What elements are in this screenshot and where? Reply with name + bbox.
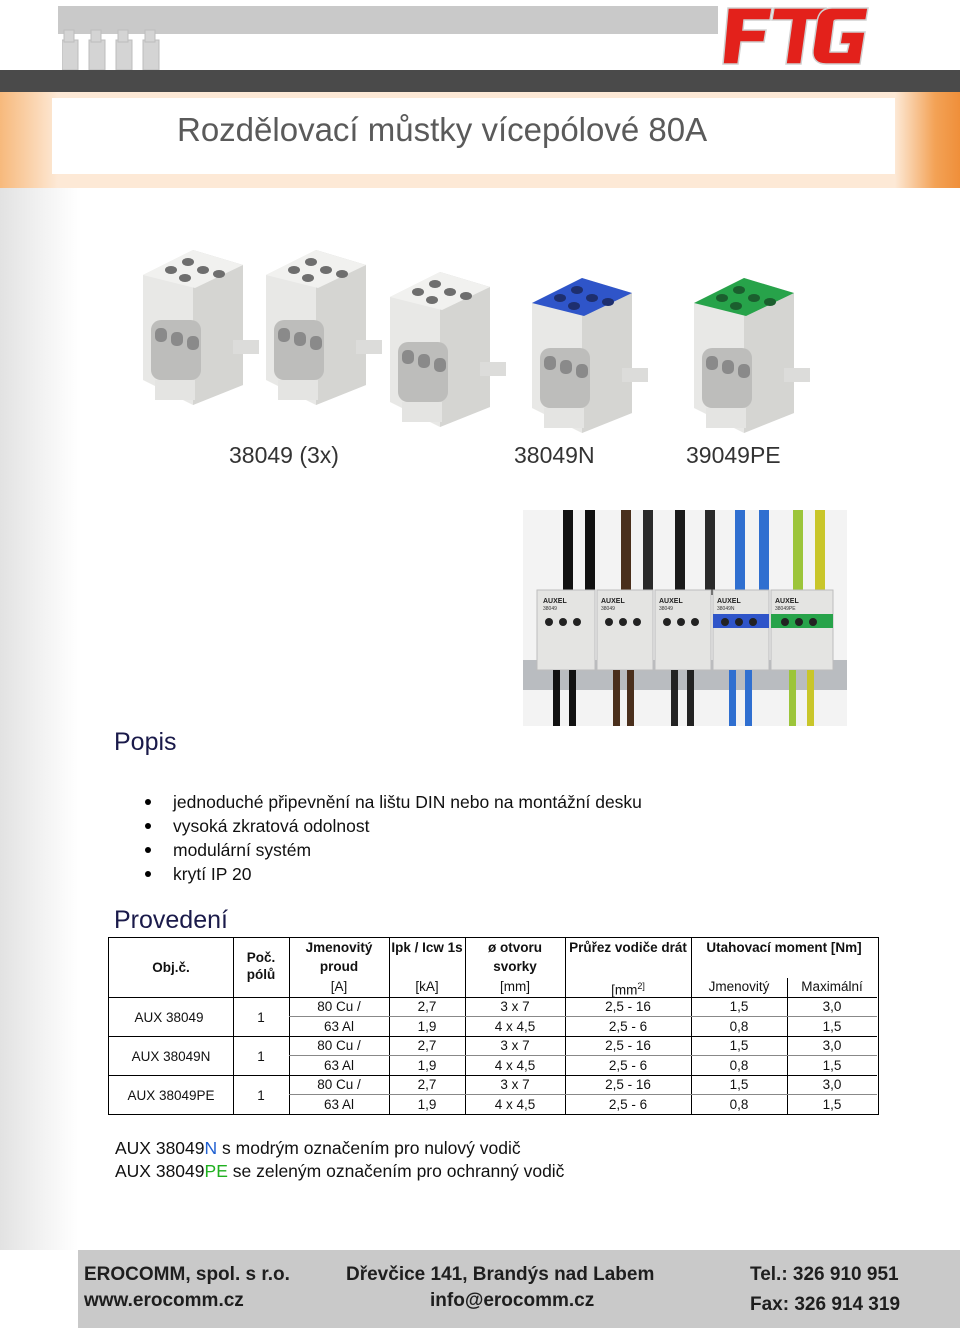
list-item: jednoduché připevnění na lištu DIN nebo na montážní desku bbox=[145, 790, 642, 814]
product-label-38049: 38049 (3x) bbox=[229, 442, 339, 468]
header-stripe bbox=[0, 70, 960, 92]
col-header-hole: ø otvoru svorky bbox=[488, 940, 542, 974]
footer-address: Dřevčice 141, Brandýs nad Labem bbox=[346, 1264, 655, 1285]
product-image-38049n bbox=[522, 268, 652, 433]
footer-company: EROCOMM, spol. s r.o. bbox=[84, 1264, 290, 1285]
photo-code-4: 38049N bbox=[717, 606, 735, 612]
left-edge bbox=[0, 188, 78, 1250]
col-header-torque: Utahovací moment [Nm] bbox=[706, 940, 862, 955]
ftg-logo bbox=[722, 4, 878, 68]
row-ipk-2: 1,9 bbox=[417, 1019, 437, 1034]
variants-heading: Provedení bbox=[114, 906, 228, 934]
col-unit-section: [$mm^{2]}$ bbox=[611, 981, 645, 998]
footer-fax: Fax: 326 914 319 bbox=[750, 1294, 901, 1315]
row-hole-2: 4 x 4,5 bbox=[494, 1058, 536, 1073]
col-unit-current: [A] bbox=[330, 979, 348, 994]
row-section-1: 2,5 - 16 bbox=[605, 1038, 651, 1053]
row-torque-nom-2: 0,8 bbox=[729, 1097, 749, 1112]
product-image-38049-b bbox=[256, 240, 386, 405]
row-section-2: 2,5 - 6 bbox=[608, 1019, 648, 1034]
list-item: modulární systém bbox=[145, 838, 642, 862]
row-torque-nom-2: 0,8 bbox=[729, 1058, 749, 1073]
row-torque-nom-1: 1,5 bbox=[729, 1077, 749, 1092]
description-heading: Popis bbox=[114, 728, 177, 756]
row-current-2: 63 Al bbox=[323, 1019, 355, 1034]
row-section-1: 2,5 - 16 bbox=[605, 999, 651, 1014]
product-label-38049n: 38049N bbox=[514, 442, 595, 468]
row-torque-max-2: 1,5 bbox=[822, 1097, 842, 1112]
col-header-section: Průřez vodiče drát bbox=[569, 940, 687, 955]
photo-brand-2: AUXEL bbox=[601, 598, 625, 605]
bullet-icon bbox=[145, 847, 151, 853]
col-header-poles: Poč. pólů bbox=[246, 950, 276, 982]
note-neutral: AUX 38049N s modrým označením pro nulový vodič bbox=[115, 1138, 521, 1158]
row-torque-max-2: 1,5 bbox=[822, 1019, 842, 1034]
feature-list bbox=[145, 790, 642, 886]
photo-brand-5: AUXEL bbox=[775, 598, 799, 605]
bullet-icon bbox=[145, 799, 151, 805]
photo-code-1: 38049 bbox=[543, 606, 557, 612]
product-label-39049pe: 39049PE bbox=[686, 442, 781, 468]
row-hole-2: 4 x 4,5 bbox=[494, 1097, 536, 1112]
row-torque-max-1: 3,0 bbox=[822, 1077, 842, 1092]
installation-photo bbox=[523, 510, 847, 726]
page-title: Rozdělovací můstky vícepólové 80A bbox=[177, 111, 708, 148]
footer-web: www.erocomm.cz bbox=[84, 1290, 244, 1311]
row-torque-max-1: 3,0 bbox=[822, 1038, 842, 1053]
bullet-icon bbox=[145, 871, 151, 877]
row-current-2: 63 Al bbox=[323, 1097, 355, 1112]
photo-code-2: 38049 bbox=[601, 606, 615, 612]
row-current-1: 80 Cu / bbox=[317, 1038, 361, 1053]
photo-brand-4: AUXEL bbox=[717, 598, 741, 605]
row-torque-nom-1: 1,5 bbox=[729, 999, 749, 1014]
row-obj: AUX 38049 bbox=[134, 1010, 204, 1025]
photo-brand-3: AUXEL bbox=[659, 598, 683, 605]
photo-brand-1: AUXEL bbox=[543, 598, 567, 605]
col-unit-hole: [mm] bbox=[500, 979, 530, 994]
row-torque-max-1: 3,0 bbox=[822, 999, 842, 1014]
page-footer bbox=[78, 1250, 960, 1328]
row-poles: 1 bbox=[257, 1049, 265, 1064]
row-torque-nom-1: 1,5 bbox=[729, 1038, 749, 1053]
row-torque-nom-2: 0,8 bbox=[729, 1019, 749, 1034]
product-image-38049-a bbox=[133, 240, 263, 405]
distribution-block-icons bbox=[62, 18, 172, 70]
col-header-ipk: Ipk / Icw 1s bbox=[391, 940, 463, 955]
row-ipk-2: 1,9 bbox=[417, 1097, 437, 1112]
col-unit-ipk: [kA] bbox=[415, 979, 439, 994]
row-ipk-2: 1,9 bbox=[417, 1058, 437, 1073]
row-current-2: 63 Al bbox=[323, 1058, 355, 1073]
footer-phone: Tel.: 326 910 951 bbox=[750, 1264, 899, 1285]
col-header-obj: Obj.č. bbox=[152, 960, 190, 975]
row-poles: 1 bbox=[257, 1088, 265, 1103]
col-header-current: Jmenovitý proud bbox=[305, 940, 373, 974]
product-image-38049-c bbox=[380, 262, 510, 427]
row-hole-1: 3 x 7 bbox=[500, 1038, 530, 1053]
photo-code-3: 38049 bbox=[659, 606, 673, 612]
row-current-1: 80 Cu / bbox=[317, 1077, 361, 1092]
row-ipk-1: 2,7 bbox=[417, 999, 437, 1014]
variants-table bbox=[108, 937, 879, 1115]
page-header bbox=[0, 0, 960, 92]
footer-email: info@erocomm.cz bbox=[430, 1290, 595, 1311]
list-item: vysoká zkratová odolnost bbox=[145, 814, 642, 838]
list-item: krytí IP 20 bbox=[145, 862, 642, 886]
col-header-torque-max: Maximální bbox=[801, 979, 863, 994]
row-ipk-1: 2,7 bbox=[417, 1077, 437, 1092]
row-torque-max-2: 1,5 bbox=[822, 1058, 842, 1073]
row-obj: AUX 38049N bbox=[131, 1049, 211, 1064]
row-ipk-1: 2,7 bbox=[417, 1038, 437, 1053]
col-header-torque-nom: Jmenovitý bbox=[708, 979, 770, 994]
row-section-2: 2,5 - 6 bbox=[608, 1097, 648, 1112]
row-section-2: 2,5 - 6 bbox=[608, 1058, 648, 1073]
bullet-icon bbox=[145, 823, 151, 829]
row-hole-1: 3 x 7 bbox=[500, 1077, 530, 1092]
product-image-39049pe bbox=[684, 268, 814, 433]
variant-notes bbox=[115, 1137, 564, 1183]
row-section-1: 2,5 - 16 bbox=[605, 1077, 651, 1092]
row-poles: 1 bbox=[257, 1010, 265, 1025]
row-hole-1: 3 x 7 bbox=[500, 999, 530, 1014]
photo-code-5: 38049PE bbox=[775, 606, 796, 612]
row-obj: AUX 38049PE bbox=[127, 1088, 215, 1103]
note-protective: AUX 38049PE se zeleným označením pro ochranný vodič bbox=[115, 1161, 565, 1181]
row-hole-2: 4 x 4,5 bbox=[494, 1019, 536, 1034]
row-current-1: 80 Cu / bbox=[317, 999, 361, 1014]
